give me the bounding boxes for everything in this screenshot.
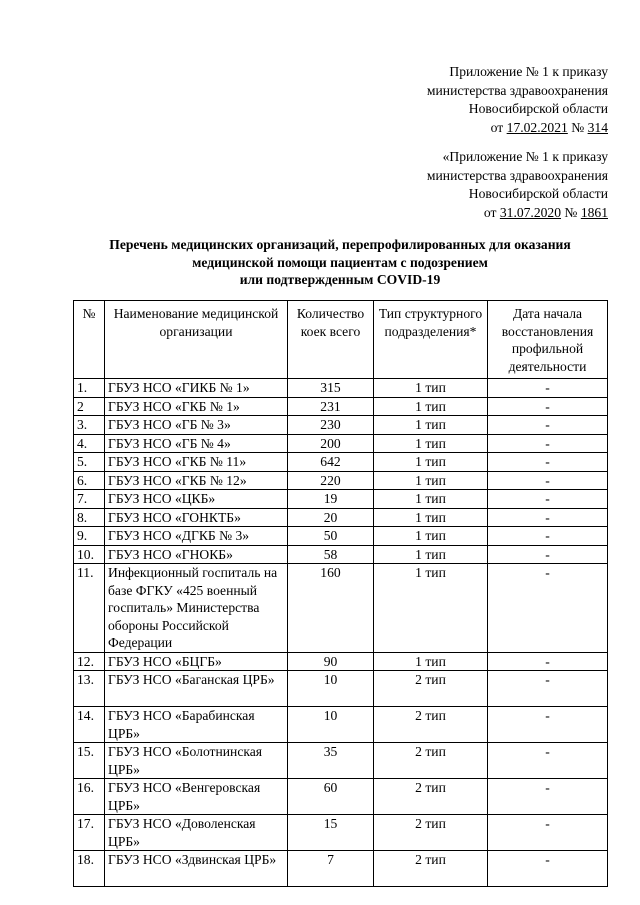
row-number: 4. [74,434,105,453]
beds-count: 20 [288,508,374,527]
title-line: Перечень медицинских организаций, перепрофилированных для оказания [109,237,571,252]
unit-type: 1 тип [374,397,488,416]
organization-name: ГБУЗ НСО «ГКБ № 11» [105,453,288,472]
date-prefix: от [483,204,497,220]
row-number: 5. [74,453,105,472]
restore-date: - [488,851,608,887]
table-row [74,564,608,653]
row-number: 10. [74,545,105,564]
table-row [74,471,608,490]
unit-type: 1 тип [374,564,488,653]
date-prefix: от [490,119,504,135]
number-sign: № [564,204,578,220]
table-row [74,545,608,564]
organization-name: ГБУЗ НСО «Барабинская ЦРБ» [105,707,288,743]
unit-type: 2 тип [374,851,488,887]
title-line: медицинской помощи пациентам с подозрением [192,254,488,270]
row-number: 2 [74,397,105,416]
beds-count: 220 [288,471,374,490]
order-date: 31.07.2020 [499,204,562,220]
order-date: 17.02.2021 [506,119,568,135]
organizations-table [73,300,608,887]
row-number: 9. [74,527,105,546]
unit-type: 1 тип [374,508,488,527]
table-row [74,815,608,851]
organization-name: ГБУЗ НСО «ГКБ № 1» [105,397,288,416]
beds-count: 15 [288,815,374,851]
number-sign: № [571,119,585,135]
unit-type: 2 тип [374,779,488,815]
table-row [74,527,608,546]
restore-date: - [488,453,608,472]
region-line: Новосибирской области [468,101,608,116]
unit-type: 2 тип [374,671,488,707]
col-header-beds: Количество коек всего [288,301,374,379]
unit-type: 1 тип [374,490,488,509]
beds-count: 35 [288,743,374,779]
unit-type: 1 тип [374,471,488,490]
table-row [74,490,608,509]
restore-date: - [488,379,608,398]
table-row [74,508,608,527]
restore-date: - [488,564,608,653]
restore-date: - [488,434,608,453]
restore-date: - [488,671,608,707]
unit-type: 1 тип [374,453,488,472]
table-row [74,379,608,398]
beds-count: 200 [288,434,374,453]
appendix-header-current [427,63,608,137]
unit-type: 1 тип [374,416,488,435]
ministry-line: министерства здравоохранения [426,82,608,98]
beds-count: 10 [288,707,374,743]
appendix-header-previous [427,148,608,222]
restore-date: - [488,743,608,779]
row-number: 17. [74,815,105,851]
restore-date: - [488,508,608,527]
row-number: 13. [74,671,105,707]
table-row [74,652,608,671]
order-number: 314 [587,119,608,135]
unit-type: 1 тип [374,527,488,546]
beds-count: 7 [288,851,374,887]
organization-name: Инфекционный госпиталь на базе ФГКУ «425 военный госпиталь» Министерства обороны Российской Федерации [105,564,288,653]
title-line: или подтвержденным COVID-19 [239,272,441,287]
row-number: 12. [74,652,105,671]
col-header-name: Наименование медицинской организации [105,301,288,379]
row-number: 1. [74,379,105,398]
beds-count: 19 [288,490,374,509]
table-row [74,743,608,779]
restore-date: - [488,815,608,851]
table-body [74,379,608,887]
col-header-type: Тип структурного подразделения* [374,301,488,379]
restore-date: - [488,779,608,815]
row-number: 14. [74,707,105,743]
organization-name: ГБУЗ НСО «БЦГБ» [105,652,288,671]
table-row [74,851,608,887]
region-line: Новосибирской области [468,186,608,201]
appendix-line: Приложение № 1 к приказу [449,64,608,79]
row-number: 6. [74,471,105,490]
row-number: 11. [74,564,105,653]
table-row [74,453,608,472]
organization-name: ГБУЗ НСО «ЦКБ» [105,490,288,509]
appendix-line: «Приложение № 1 к приказу [442,149,608,164]
beds-count: 642 [288,453,374,472]
row-number: 7. [74,490,105,509]
beds-count: 50 [288,527,374,546]
beds-count: 90 [288,652,374,671]
unit-type: 2 тип [374,707,488,743]
beds-count: 231 [288,397,374,416]
organization-name: ГБУЗ НСО «ГКБ № 12» [105,471,288,490]
beds-count: 160 [288,564,374,653]
table-row [74,434,608,453]
table-row [74,416,608,435]
unit-type: 1 тип [374,545,488,564]
restore-date: - [488,471,608,490]
col-header-number: № [74,301,105,379]
restore-date: - [488,707,608,743]
row-number: 16. [74,779,105,815]
beds-count: 10 [288,671,374,707]
table-row [74,671,608,707]
organization-name: ГБУЗ НСО «ДГКБ № 3» [105,527,288,546]
beds-count: 58 [288,545,374,564]
col-header-restore-date: Дата начала восстановления профильной деятельности [488,301,608,379]
organization-name: ГБУЗ НСО «ГОНКТБ» [105,508,288,527]
restore-date: - [488,397,608,416]
restore-date: - [488,490,608,509]
restore-date: - [488,652,608,671]
table-row [74,397,608,416]
organization-name: ГБУЗ НСО «ГНОКБ» [105,545,288,564]
document-title [60,236,620,289]
organization-name: ГБУЗ НСО «ГБ № 4» [105,434,288,453]
unit-type: 2 тип [374,815,488,851]
beds-count: 230 [288,416,374,435]
organization-name: ГБУЗ НСО «ГИКБ № 1» [105,379,288,398]
ministry-line: министерства здравоохранения [426,167,608,183]
organization-name: ГБУЗ НСО «Доволенская ЦРБ» [105,815,288,851]
beds-count: 60 [288,779,374,815]
unit-type: 1 тип [374,652,488,671]
restore-date: - [488,527,608,546]
restore-date: - [488,545,608,564]
organization-name: ГБУЗ НСО «Баганская ЦРБ» [105,671,288,707]
table-row [74,779,608,815]
row-number: 3. [74,416,105,435]
organization-name: ГБУЗ НСО «Венгеровская ЦРБ» [105,779,288,815]
order-number: 1861 [580,204,608,220]
table-row [74,707,608,743]
unit-type: 1 тип [374,434,488,453]
organization-name: ГБУЗ НСО «Болотнинская ЦРБ» [105,743,288,779]
row-number: 15. [74,743,105,779]
unit-type: 1 тип [374,379,488,398]
unit-type: 2 тип [374,743,488,779]
row-number: 8. [74,508,105,527]
organization-name: ГБУЗ НСО «Здвинская ЦРБ» [105,851,288,887]
organization-name: ГБУЗ НСО «ГБ № 3» [105,416,288,435]
restore-date: - [488,416,608,435]
order-date-line [427,204,608,223]
table-header-row [74,301,608,379]
row-number: 18. [74,851,105,887]
beds-count: 315 [288,379,374,398]
order-date-line [427,119,608,138]
